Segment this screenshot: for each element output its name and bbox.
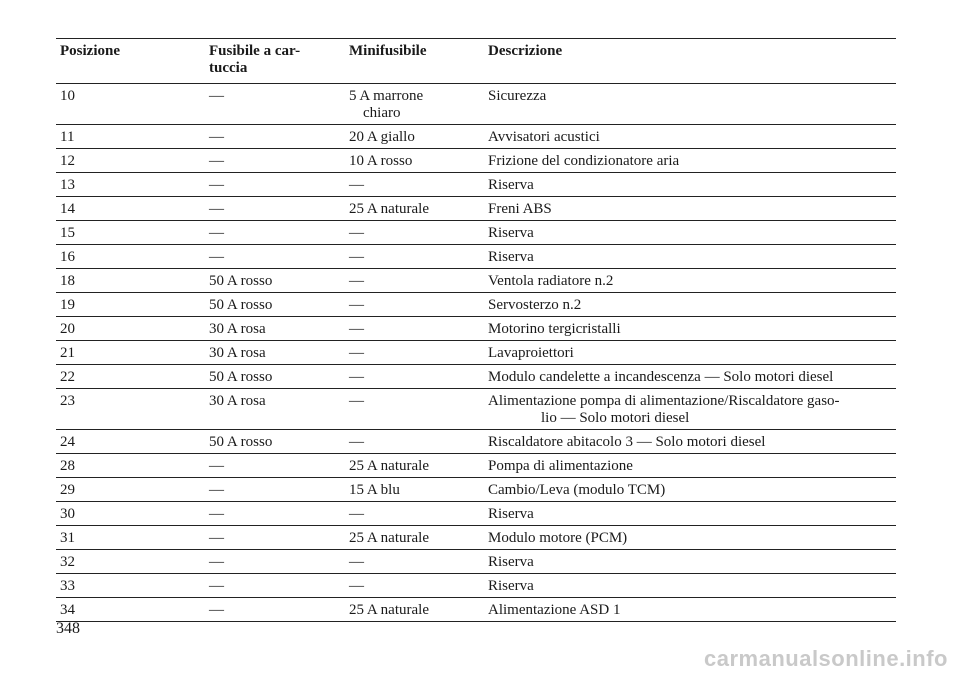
- cell-posizione: 14: [56, 197, 205, 221]
- table-row: [56, 125, 896, 149]
- cell-fusibile-a-cartuccia: —: [205, 173, 345, 197]
- watermark: carmanualsonline.info: [704, 646, 948, 671]
- table-body: [56, 84, 896, 622]
- table-header-row: [56, 39, 896, 84]
- cell-descrizione: Riserva: [484, 550, 896, 574]
- table-row: [56, 84, 896, 125]
- cell-descrizione: Riserva: [484, 173, 896, 197]
- cell-minifusibile: —: [345, 341, 484, 365]
- header-descrizione: Descrizione: [484, 39, 896, 84]
- cell-posizione: 22: [56, 365, 205, 389]
- cell-descrizione: Freni ABS: [484, 197, 896, 221]
- cell-descrizione: Riserva: [484, 221, 896, 245]
- cell-minifusibile: 15 A blu: [345, 478, 484, 502]
- table-row: [56, 550, 896, 574]
- table-row: [56, 269, 896, 293]
- cell-minifusibile: —: [345, 293, 484, 317]
- table-row: [56, 478, 896, 502]
- cell-posizione: 33: [56, 574, 205, 598]
- cell-descrizione: Lavaproiettori: [484, 341, 896, 365]
- table-row: [56, 341, 896, 365]
- cell-posizione: 20: [56, 317, 205, 341]
- cell-posizione: 23: [56, 389, 205, 430]
- cell-fusibile-a-cartuccia: 50 A rosso: [205, 430, 345, 454]
- cell-minifusibile: 25 A naturale: [345, 197, 484, 221]
- table-row: [56, 526, 896, 550]
- cell-minifusibile: 20 A giallo: [345, 125, 484, 149]
- table-row: [56, 173, 896, 197]
- cell-descrizione: Riserva: [484, 245, 896, 269]
- header-posizione: Posizione: [56, 39, 205, 84]
- cell-descrizione: Alimentazione pompa di alimentazione/Riscaldatore gaso- lio — Solo motori diesel: [484, 389, 896, 430]
- cell-descrizione: Motorino tergicristalli: [484, 317, 896, 341]
- table-row: [56, 245, 896, 269]
- cell-posizione: 11: [56, 125, 205, 149]
- cell-descrizione: Cambio/Leva (modulo TCM): [484, 478, 896, 502]
- cell-minifusibile: —: [345, 173, 484, 197]
- cell-fusibile-a-cartuccia: 50 A rosso: [205, 365, 345, 389]
- cell-minifusibile: —: [345, 430, 484, 454]
- cell-minifusibile: —: [345, 389, 484, 430]
- cell-descrizione: Avvisatori acustici: [484, 125, 896, 149]
- cell-descrizione: Riserva: [484, 574, 896, 598]
- header-minifusibile: Minifusibile: [345, 39, 484, 84]
- cell-posizione: 28: [56, 454, 205, 478]
- table-row: [56, 598, 896, 622]
- cell-minifusibile: —: [345, 574, 484, 598]
- table-row: [56, 149, 896, 173]
- cell-posizione: 18: [56, 269, 205, 293]
- cell-fusibile-a-cartuccia: —: [205, 478, 345, 502]
- cell-minifusibile: —: [345, 269, 484, 293]
- table-row: [56, 197, 896, 221]
- cell-minifusibile: 25 A naturale: [345, 526, 484, 550]
- cell-fusibile-a-cartuccia: —: [205, 149, 345, 173]
- cell-fusibile-a-cartuccia: —: [205, 125, 345, 149]
- cell-fusibile-a-cartuccia: —: [205, 197, 345, 221]
- cell-fusibile-a-cartuccia: —: [205, 454, 345, 478]
- cell-fusibile-a-cartuccia: —: [205, 526, 345, 550]
- cell-fusibile-a-cartuccia: 30 A rosa: [205, 341, 345, 365]
- table-row: [56, 454, 896, 478]
- cell-posizione: 24: [56, 430, 205, 454]
- cell-fusibile-a-cartuccia: —: [205, 598, 345, 622]
- cell-fusibile-a-cartuccia: 50 A rosso: [205, 269, 345, 293]
- table-row: [56, 317, 896, 341]
- cell-descrizione: Alimentazione ASD 1: [484, 598, 896, 622]
- cell-descrizione: Servosterzo n.2: [484, 293, 896, 317]
- cell-fusibile-a-cartuccia: —: [205, 84, 345, 125]
- cell-minifusibile: 10 A rosso: [345, 149, 484, 173]
- table-row: [56, 221, 896, 245]
- cell-descrizione: Modulo motore (PCM): [484, 526, 896, 550]
- cell-fusibile-a-cartuccia: —: [205, 574, 345, 598]
- cell-minifusibile: 5 A marrone chiaro: [345, 84, 484, 125]
- cell-descrizione: Ventola radiatore n.2: [484, 269, 896, 293]
- cell-fusibile-a-cartuccia: —: [205, 245, 345, 269]
- cell-posizione: 32: [56, 550, 205, 574]
- cell-minifusibile: —: [345, 317, 484, 341]
- cell-minifusibile: 25 A naturale: [345, 454, 484, 478]
- table-row: [56, 365, 896, 389]
- cell-posizione: 15: [56, 221, 205, 245]
- cell-minifusibile: —: [345, 245, 484, 269]
- page-number: 348: [56, 620, 80, 637]
- cell-posizione: 21: [56, 341, 205, 365]
- fuse-table: [56, 38, 896, 622]
- cell-minifusibile: —: [345, 502, 484, 526]
- cell-fusibile-a-cartuccia: —: [205, 221, 345, 245]
- cell-minifusibile: —: [345, 550, 484, 574]
- cell-posizione: 16: [56, 245, 205, 269]
- cell-descrizione: Sicurezza: [484, 84, 896, 125]
- table-row: [56, 293, 896, 317]
- table-row: [56, 389, 896, 430]
- cell-posizione: 19: [56, 293, 205, 317]
- cell-posizione: 29: [56, 478, 205, 502]
- cell-fusibile-a-cartuccia: —: [205, 550, 345, 574]
- header-fusibile-a-cartuccia: Fusibile a car- tuccia: [205, 39, 345, 84]
- cell-minifusibile: 25 A naturale: [345, 598, 484, 622]
- table-row: [56, 430, 896, 454]
- table-row: [56, 574, 896, 598]
- cell-descrizione: Riserva: [484, 502, 896, 526]
- table-row: [56, 502, 896, 526]
- cell-descrizione: Riscaldatore abitacolo 3 — Solo motori diesel: [484, 430, 896, 454]
- cell-minifusibile: —: [345, 221, 484, 245]
- cell-posizione: 10: [56, 84, 205, 125]
- cell-fusibile-a-cartuccia: 30 A rosa: [205, 317, 345, 341]
- cell-descrizione: Frizione del condizionatore aria: [484, 149, 896, 173]
- cell-fusibile-a-cartuccia: 30 A rosa: [205, 389, 345, 430]
- cell-posizione: 13: [56, 173, 205, 197]
- cell-posizione: 12: [56, 149, 205, 173]
- cell-posizione: 34: [56, 598, 205, 622]
- cell-posizione: 31: [56, 526, 205, 550]
- cell-descrizione: Pompa di alimentazione: [484, 454, 896, 478]
- cell-minifusibile: —: [345, 365, 484, 389]
- cell-fusibile-a-cartuccia: —: [205, 502, 345, 526]
- cell-posizione: 30: [56, 502, 205, 526]
- cell-descrizione: Modulo candelette a incandescenza — Solo motori diesel: [484, 365, 896, 389]
- cell-fusibile-a-cartuccia: 50 A rosso: [205, 293, 345, 317]
